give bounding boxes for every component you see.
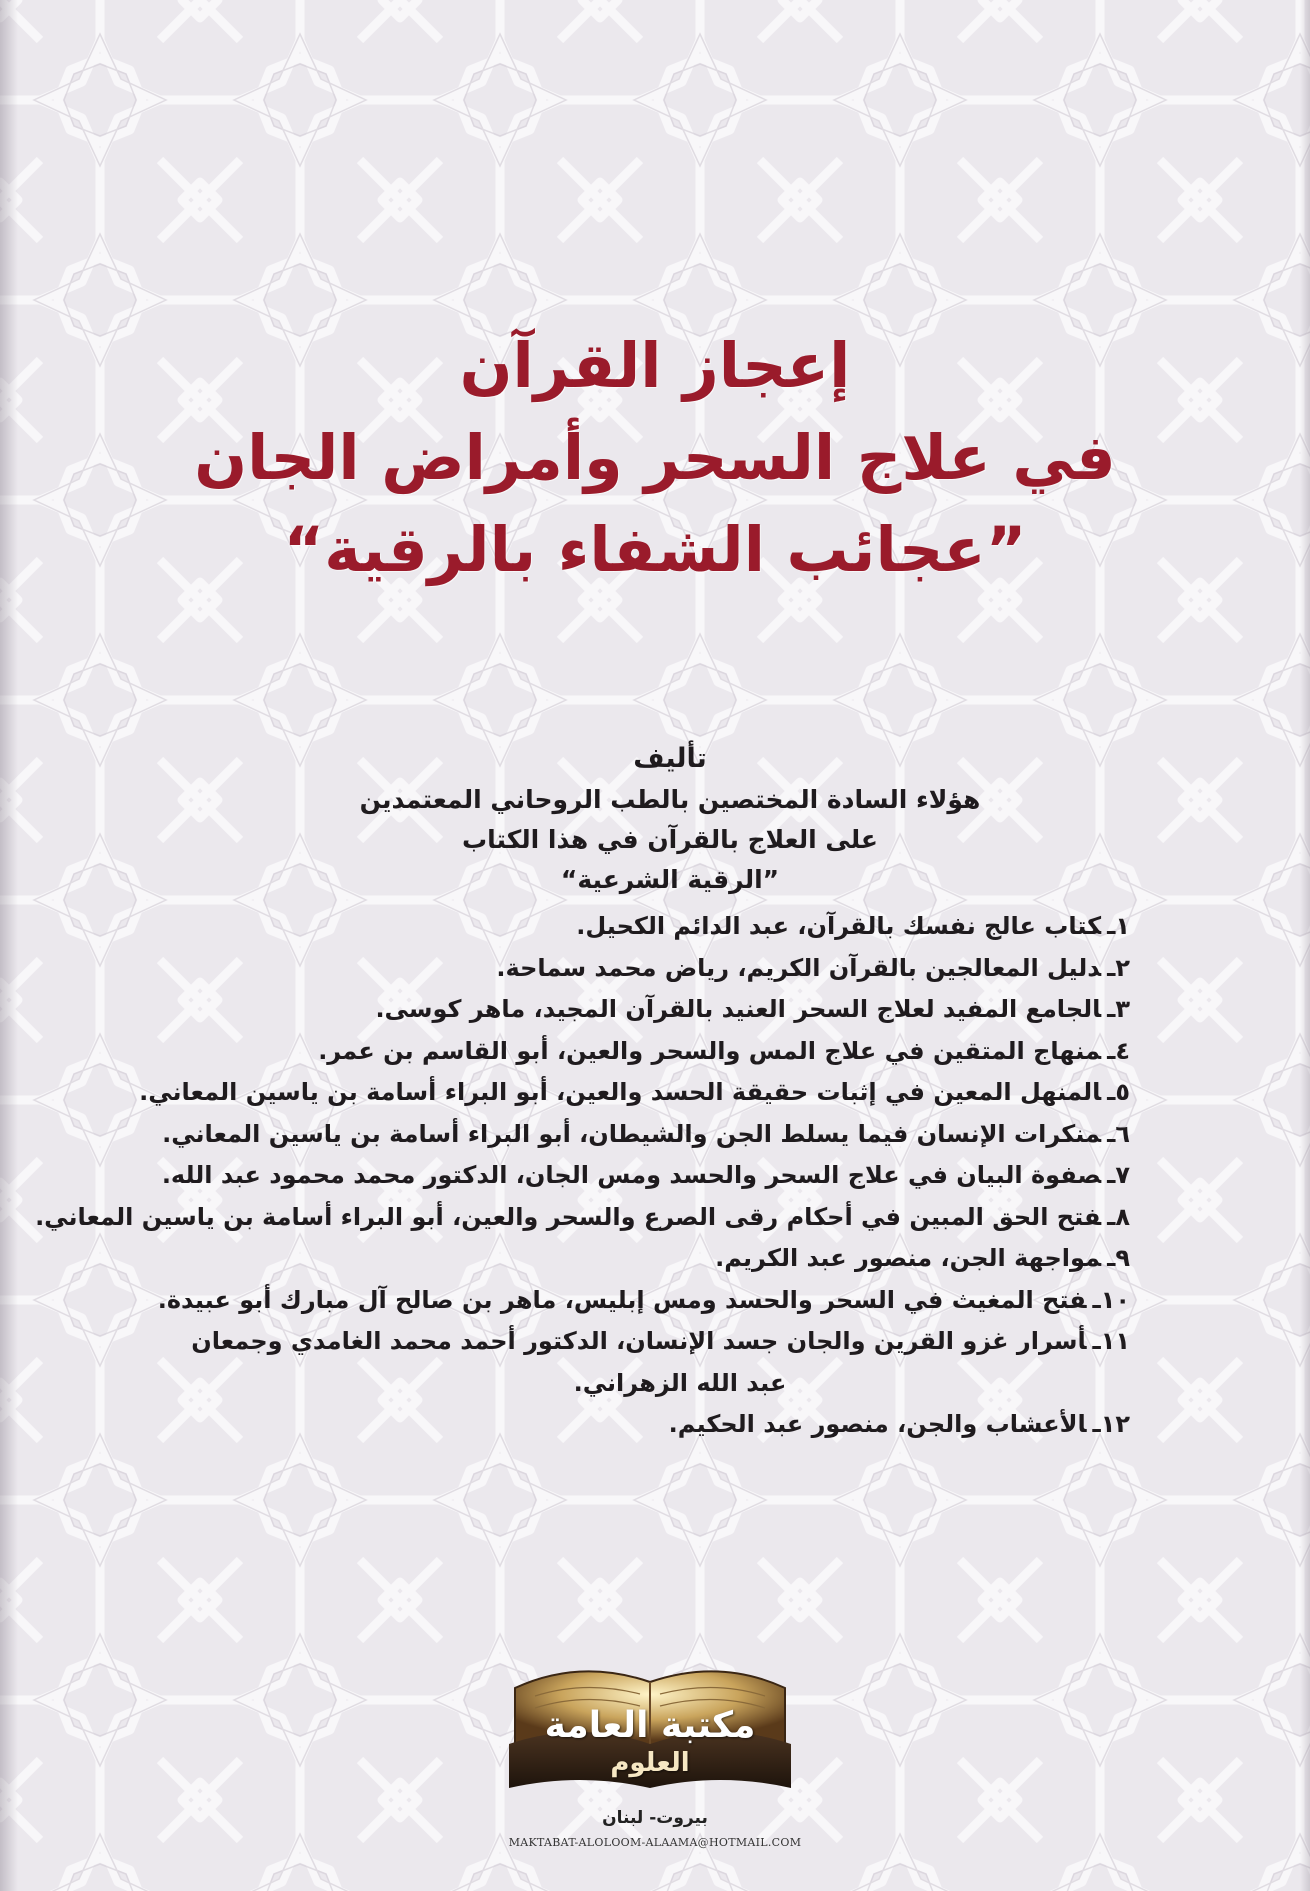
list-item [139,1072,1130,1114]
authors-intro-line-2: على العلاج بالقرآن في هذا الكتاب [462,825,878,854]
list-item-number: ٤ـ [1107,1036,1130,1065]
publisher-logo [505,1648,795,1798]
list-item-text: فتح الحق المبين في أحكام رقى الصرع والسحر والعين، أبو البراء أسامة بن ياسين المعاني. [35,1202,1102,1231]
title-line-2: في علاج السحر وأمراض الجان [194,421,1116,494]
list-item-text: صفوة البيان في علاج السحر والحسد ومس الجان، الدكتور محمد محمود عبد الله. [161,1161,1102,1189]
list-item-text: الأعشاب والجن، منصور عبد الحكيم. [668,1410,1087,1438]
publisher-location: بيروت- لبنان [602,1808,708,1828]
list-item [161,1155,1130,1197]
spine-shadow [0,0,18,1891]
list-item [170,989,1130,1031]
list-item-number: ٦ـ [1107,1119,1130,1148]
authors-intro-line-3: ”الرقية الشرعية“ [560,865,780,894]
list-item-text: منكرات الإنسان فيما يسلط الجن والشيطان، أبو البراء أسامة بن ياسين المعاني. [162,1119,1102,1148]
list-item-number: ٩ـ [1107,1244,1130,1272]
title-line-3: ”عجائب الشفاء بالرقية“ [283,513,1027,586]
book-title [0,320,1310,596]
list-item-number: ٣ـ [1107,995,1130,1023]
list-item-number: ١١ـ [1092,1327,1130,1355]
list-item-number: ١٠ـ [1092,1285,1130,1314]
list-item-text: منهاج المتقين في علاج المس والسحر والعين، أبو القاسم بن عمر. [318,1036,1102,1065]
list-item-number: ٢ـ [1107,953,1130,982]
list-item [170,948,1130,990]
list-item-number: ٥ـ [1107,1078,1130,1106]
list-item-text: المنهل المعين في إثبات حقيقة الحسد والعين، أبو البراء أسامة بن ياسين المعاني. [139,1078,1102,1106]
list-item [157,1280,1130,1322]
list-item-number: ١٢ـ [1092,1410,1130,1438]
list-item-text: دليل المعالجين بالقرآن الكريم، رياض محمد سماحة. [496,953,1102,982]
list-item-number: ١ـ [1107,912,1130,940]
list-item-text: أسرار غزو القرين والجان جسد الإنسان، الدكتور أحمد محمد الغامدي وجمعان [191,1327,1087,1355]
references-list [35,906,1170,1446]
list-item-text: كتاب عالج نفسك بالقرآن، عبد الدائم الكحيل. [576,912,1102,940]
list-item-number: ٨ـ [1107,1202,1130,1231]
list-item-text: فتح المغيث في السحر والحسد ومس إبليس، ماهر بن صالح آل مبارك أبو عبيدة. [157,1285,1087,1314]
authorship-heading: تأليف [633,743,707,774]
title-line-1: إعجاز القرآن [459,329,851,402]
list-item-text: الجامع المفيد لعلاج السحر العنيد بالقرآن المجيد، ماهر كوسى. [375,995,1102,1023]
authors-section [35,738,1170,1446]
publisher-email: MAKTABAT-ALOLOOM-ALAAMA@HOTMAIL.COM [508,1836,802,1849]
list-item [170,1321,1130,1363]
authors-intro-line-1: هؤلاء السادة المختصين بالطب الروحاني المعتمدين [359,785,981,814]
list-item-continuation: عبد الله الزهراني. [573,1368,787,1397]
list-item [170,906,1130,948]
right-edge-shadow [1300,0,1310,1891]
publisher-logo-subname: العلوم [610,1748,690,1778]
list-item [170,1238,1130,1280]
list-item [162,1114,1130,1156]
list-item [170,1031,1130,1073]
list-item-text: مواجهة الجن، منصور عبد الكريم. [715,1244,1102,1272]
list-item [35,1197,1130,1239]
list-item-number: ٧ـ [1107,1161,1130,1189]
list-item [170,1404,1130,1446]
publisher-logo-name: مكتبة العامة [544,1705,756,1746]
